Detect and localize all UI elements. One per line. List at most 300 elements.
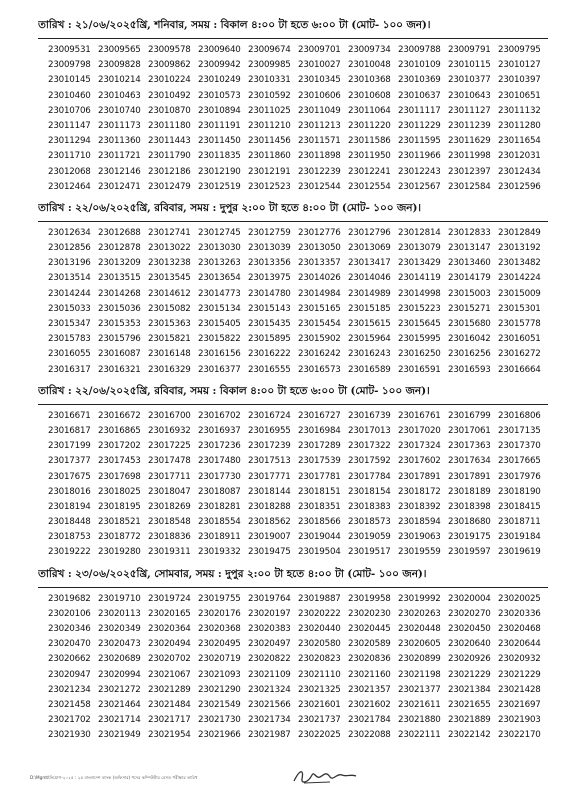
roll-number: 23017135 [498, 425, 541, 436]
roll-number: 23013515 [98, 273, 141, 284]
roll-number: 23017781 [298, 471, 341, 482]
roll-number: 23011180 [148, 120, 191, 131]
roll-number: 23018016 [48, 486, 91, 497]
roll-number: 23014046 [348, 273, 391, 284]
roll-number: 23015165 [298, 303, 341, 314]
roll-number: 23013460 [448, 258, 491, 269]
roll-number: 23016761 [398, 410, 441, 421]
roll-number: 23020497 [248, 639, 291, 650]
roll-number: 23010127 [498, 60, 541, 71]
roll-number: 23020994 [98, 669, 141, 680]
roll-number: 23021464 [98, 699, 141, 710]
roll-number: 23012596 [498, 181, 541, 192]
roll-number: 23017730 [198, 471, 241, 482]
roll-number: 23009942 [198, 60, 241, 71]
roll-number: 23016242 [298, 349, 341, 360]
roll-number: 23021702 [48, 715, 91, 726]
roll-number: 23017602 [398, 456, 441, 467]
roll-number: 23020445 [348, 624, 391, 634]
roll-number: 23010331 [248, 75, 291, 86]
roll-number: 23020263 [398, 608, 441, 619]
roll-number: 23018047 [148, 486, 191, 497]
roll-number: 23016799 [448, 410, 491, 421]
roll-number: 23009674 [248, 45, 291, 55]
roll-number: 23010345 [298, 75, 341, 86]
roll-number: 23018190 [498, 486, 541, 497]
roll-number: 23010214 [98, 75, 141, 86]
roll-number: 23016042 [448, 334, 491, 345]
roll-number: 23013356 [248, 258, 291, 269]
roll-number: 23015454 [298, 319, 341, 329]
roll-number: 23021730 [198, 715, 241, 726]
roll-number: 23019504 [298, 547, 341, 558]
roll-number: 23012776 [298, 227, 341, 238]
roll-number: 23016222 [248, 349, 291, 360]
roll-number: 23013514 [48, 273, 91, 284]
roll-number: 23020448 [398, 624, 441, 634]
roll-number: 23018398 [448, 501, 491, 512]
roll-number: 23013417 [348, 258, 391, 269]
roll-number: 23018144 [248, 486, 291, 497]
roll-number: 23013192 [498, 243, 541, 254]
roll-number: 23017711 [148, 471, 191, 482]
roll-number: 23020719 [198, 654, 241, 665]
roll-number: 23018548 [148, 517, 191, 528]
roll-number: 23009578 [148, 45, 191, 55]
roll-number: 23020899 [398, 654, 441, 665]
roll-number: 23020440 [298, 624, 341, 634]
roll-number: 23017239 [248, 441, 291, 452]
roll-number: 23016573 [298, 364, 341, 375]
roll-number: 23016702 [198, 410, 241, 421]
roll-number: 23018573 [348, 517, 391, 528]
roll-number: 23018680 [448, 517, 491, 528]
roll-number: 23011132 [498, 105, 541, 116]
signature-icon [290, 765, 360, 793]
roll-number: 23014268 [98, 288, 141, 299]
roll-number: 23013030 [198, 243, 241, 254]
section-header: তারিখ : ২২/০৬/২০২৫খ্রি, রবিবার, সময় : দুপুর ২:০০ টা হতে ৪:০০ টা (মোট- ১০০ জন)। [38, 201, 548, 222]
roll-number: 23021289 [148, 684, 191, 695]
roll-number: 23021067 [148, 669, 191, 680]
roll-number: 23017976 [498, 471, 541, 482]
roll-number: 23015783 [48, 334, 91, 345]
roll-number: 23015009 [498, 288, 541, 299]
roll-number: 23015223 [398, 303, 441, 314]
roll-number: 23015082 [148, 303, 191, 314]
roll-number: 23011239 [448, 120, 491, 131]
roll-number: 23021903 [498, 715, 541, 726]
roll-number: 23016671 [48, 410, 91, 421]
roll-number: 23018415 [498, 501, 541, 512]
roll-number: 23020823 [298, 654, 341, 665]
roll-number: 23021880 [398, 715, 441, 726]
roll-number: 23020470 [48, 639, 91, 650]
roll-number: 23014224 [498, 273, 541, 284]
roll-number: 23009862 [148, 60, 191, 71]
roll-number: 23009828 [98, 60, 141, 71]
roll-number: 23011571 [298, 136, 341, 147]
roll-number: 23011229 [398, 120, 441, 131]
roll-number: 23020004 [448, 593, 491, 604]
roll-number: 23019222 [48, 547, 91, 558]
roll-number: 23015821 [148, 334, 191, 345]
exam-schedule-page [38, 18, 548, 750]
roll-number: 23013482 [498, 258, 541, 269]
roll-number: 23020113 [98, 608, 141, 619]
roll-number: 23012523 [248, 181, 291, 192]
roll-number: 23022088 [348, 730, 391, 741]
roll-number: 23013357 [298, 258, 341, 269]
roll-number: 23018753 [48, 532, 91, 543]
roll-number: 23015036 [98, 303, 141, 314]
roll-number: 23018025 [98, 486, 141, 497]
roll-number: 23016727 [298, 410, 341, 421]
roll-number: 23020473 [98, 639, 141, 650]
roll-number: 23021458 [48, 699, 91, 710]
roll-number: 23016724 [248, 410, 291, 421]
roll-number: 23011721 [98, 151, 141, 162]
roll-number: 23021324 [248, 684, 291, 695]
roll-number: 23019958 [348, 593, 391, 604]
roll-number: 23010740 [98, 105, 141, 116]
roll-number: 23011450 [198, 136, 241, 147]
roll-number: 23015615 [348, 319, 391, 329]
roll-number: 23019280 [98, 547, 141, 558]
roll-number: 23017020 [398, 425, 441, 436]
roll-number: 23012243 [398, 166, 441, 177]
roll-number: 23012190 [198, 166, 241, 177]
roll-number: 23019597 [448, 547, 491, 558]
roll-number: 23019755 [198, 593, 241, 604]
roll-number: 23014179 [448, 273, 491, 284]
roll-number: 23016664 [498, 364, 541, 375]
roll-number: 23020383 [248, 624, 291, 634]
roll-number: 23021655 [448, 699, 491, 710]
roll-number: 23014998 [398, 288, 441, 299]
roll-number: 23012471 [98, 181, 141, 192]
roll-number: 23012584 [448, 181, 491, 192]
roll-number: 23009565 [98, 45, 141, 55]
roll-number: 23021272 [98, 684, 141, 695]
roll-number: 23019992 [398, 593, 441, 604]
roll-number: 23017202 [98, 441, 141, 452]
file-path-note: D:\Mgmt\নিয়োগ-২০২৫ : ২৫ বাংলাদেশ ব্যাংক (অফিসার) পদের কম্পিউটার বেসড পরীক্ষার তারিখ [30, 775, 198, 780]
roll-number: 23018562 [248, 517, 291, 528]
roll-number: 23018383 [348, 501, 391, 512]
roll-number: 23022111 [398, 730, 441, 741]
roll-number: 23012634 [48, 227, 91, 238]
roll-number: 23011710 [48, 151, 91, 162]
roll-number: 23017377 [48, 456, 91, 467]
roll-number: 23013654 [198, 273, 241, 284]
roll-number: 23009701 [298, 45, 341, 55]
roll-number: 23020689 [98, 654, 141, 665]
roll-number: 23017634 [448, 456, 491, 467]
roll-number: 23015895 [248, 334, 291, 345]
roll-number: 23013039 [248, 243, 291, 254]
roll-number-grid [48, 592, 548, 744]
schedule-section [38, 567, 548, 744]
roll-number: 23019332 [198, 547, 241, 558]
roll-number: 23018151 [298, 486, 341, 497]
roll-number: 23016148 [148, 349, 191, 360]
roll-number: 23012434 [498, 166, 541, 177]
roll-number: 23020640 [448, 639, 491, 650]
schedule-section [38, 384, 548, 561]
roll-number: 23018521 [98, 517, 141, 528]
roll-number: 23011220 [348, 120, 391, 131]
roll-number: 23015347 [48, 319, 91, 329]
roll-number: 23017891 [448, 471, 491, 482]
roll-number: 23012068 [48, 166, 91, 177]
roll-number: 23017322 [348, 441, 391, 452]
roll-number: 23012856 [48, 243, 91, 254]
roll-number: 23011443 [148, 136, 191, 147]
roll-number: 23021566 [248, 699, 291, 710]
roll-number: 23022170 [498, 730, 541, 741]
roll-number: 23021734 [248, 715, 291, 726]
roll-number: 23015680 [448, 319, 491, 329]
roll-number: 23016377 [198, 364, 241, 375]
roll-number: 23021229 [448, 669, 491, 680]
roll-number: 23021737 [298, 715, 341, 726]
roll-number: 23019063 [398, 532, 441, 543]
roll-number: 23013238 [148, 258, 191, 269]
roll-number: 23015003 [448, 288, 491, 299]
roll-number: 23019059 [348, 532, 391, 543]
roll-number: 23016051 [498, 334, 541, 345]
roll-number: 23016272 [498, 349, 541, 360]
roll-number: 23013196 [48, 258, 91, 269]
roll-number: 23013147 [448, 243, 491, 254]
roll-number: 23020450 [448, 624, 491, 634]
roll-number: 23020197 [248, 608, 291, 619]
roll-number: 23012796 [348, 227, 391, 238]
roll-number: 23021093 [198, 669, 241, 680]
roll-number-grid [48, 226, 548, 378]
roll-number: 23017236 [198, 441, 241, 452]
roll-number: 23011147 [48, 120, 91, 131]
roll-number: 23017771 [248, 471, 291, 482]
roll-number: 23019710 [98, 593, 141, 604]
roll-number: 23012191 [248, 166, 291, 177]
roll-number: 23017891 [398, 471, 441, 482]
section-header: তারিখ : ২২/০৬/২০২৫খ্রি, রবিবার, সময় : বিকাল ৪:০০ টা হতে ৬:০০ টা (মোট- ১০০ জন)। [38, 384, 548, 405]
roll-number: 23020106 [48, 608, 91, 619]
roll-number: 23020468 [498, 624, 541, 634]
roll-number: 23019682 [48, 593, 91, 604]
roll-number: 23010460 [48, 90, 91, 101]
roll-number: 23011210 [248, 120, 291, 131]
roll-number: 23010870 [148, 105, 191, 116]
roll-number: 23021549 [198, 699, 241, 710]
roll-number: 23019007 [248, 532, 291, 543]
roll-number: 23017013 [348, 425, 391, 436]
roll-number: 23017784 [348, 471, 391, 482]
roll-number: 23012239 [298, 166, 341, 177]
roll-number: 23021601 [298, 699, 341, 710]
roll-number: 23018554 [198, 517, 241, 528]
roll-number: 23018194 [48, 501, 91, 512]
roll-number: 23010115 [448, 60, 491, 71]
roll-number: 23011173 [98, 120, 141, 131]
roll-number: 23015995 [398, 334, 441, 345]
roll-number: 23021987 [248, 730, 291, 741]
roll-number: 23019559 [398, 547, 441, 558]
roll-number: 23021428 [498, 684, 541, 695]
roll-number: 23014026 [298, 273, 341, 284]
roll-number: 23011790 [148, 151, 191, 162]
roll-number: 23010651 [498, 90, 541, 101]
roll-number: 23017513 [248, 456, 291, 467]
roll-number: 23012146 [98, 166, 141, 177]
roll-number: 23020025 [498, 593, 541, 604]
roll-number: 23020364 [148, 624, 191, 634]
roll-number: 23016243 [348, 349, 391, 360]
roll-number: 23011966 [398, 151, 441, 162]
roll-number: 23017539 [298, 456, 341, 467]
roll-number: 23010397 [498, 75, 541, 86]
roll-number: 23010109 [398, 60, 441, 71]
roll-number: 23016865 [98, 425, 141, 436]
roll-number: 23021229 [498, 669, 541, 680]
roll-number: 23020580 [298, 639, 341, 650]
roll-number: 23010492 [148, 90, 191, 101]
roll-number: 23012554 [348, 181, 391, 192]
roll-number: 23017480 [198, 456, 241, 467]
roll-number: 23017665 [498, 456, 541, 467]
roll-number: 23021109 [248, 669, 291, 680]
roll-number: 23021714 [98, 715, 141, 726]
roll-number: 23020270 [448, 608, 491, 619]
roll-number: 23014984 [298, 288, 341, 299]
roll-number: 23021160 [348, 669, 391, 680]
roll-number: 23020605 [398, 639, 441, 650]
roll-number: 23011049 [298, 105, 341, 116]
roll-number: 23020822 [248, 654, 291, 665]
roll-number: 23011191 [198, 120, 241, 131]
roll-number: 23020947 [48, 669, 91, 680]
roll-number: 23011213 [298, 120, 341, 131]
roll-number: 23021954 [148, 730, 191, 741]
roll-number: 23015353 [98, 319, 141, 329]
roll-number: 23019184 [498, 532, 541, 543]
roll-number: 23021930 [48, 730, 91, 741]
roll-number: 23021717 [148, 715, 191, 726]
roll-number: 23010368 [348, 75, 391, 86]
roll-number: 23018448 [48, 517, 91, 528]
roll-number: 23016817 [48, 425, 91, 436]
roll-number: 23011280 [498, 120, 541, 131]
roll-number: 23018351 [298, 501, 341, 512]
roll-number: 23021377 [398, 684, 441, 695]
roll-number: 23019175 [448, 532, 491, 543]
roll-number: 23010573 [198, 90, 241, 101]
roll-number: 23011064 [348, 105, 391, 116]
roll-number: 23014780 [248, 288, 291, 299]
roll-number: 23020336 [498, 608, 541, 619]
roll-number: 23013022 [148, 243, 191, 254]
roll-number: 23015271 [448, 303, 491, 314]
roll-number: 23011835 [198, 151, 241, 162]
roll-number: 23021198 [398, 669, 441, 680]
roll-number: 23020836 [348, 654, 391, 665]
roll-number: 23020230 [348, 608, 391, 619]
roll-number: 23016329 [148, 364, 191, 375]
roll-number: 23018711 [498, 517, 541, 528]
roll-number: 23018154 [348, 486, 391, 497]
roll-number: 23017289 [298, 441, 341, 452]
roll-number: 23016591 [398, 364, 441, 375]
roll-number: 23009788 [398, 45, 441, 55]
roll-number: 23010608 [348, 90, 391, 101]
roll-number: 23009531 [48, 45, 91, 55]
roll-number: 23015902 [298, 334, 341, 345]
roll-number: 23021966 [198, 730, 241, 741]
roll-number: 23009640 [198, 45, 241, 55]
roll-number: 23009795 [498, 45, 541, 55]
roll-number: 23016937 [198, 425, 241, 436]
roll-number: 23009734 [348, 45, 391, 55]
roll-number: 23016256 [448, 349, 491, 360]
roll-number: 23014612 [148, 288, 191, 299]
roll-number: 23016156 [198, 349, 241, 360]
roll-number: 23015435 [248, 319, 291, 329]
roll-number: 23015822 [198, 334, 241, 345]
roll-number: 23020644 [498, 639, 541, 650]
roll-number: 23015796 [98, 334, 141, 345]
roll-number: 23018195 [98, 501, 141, 512]
roll-number: 23020662 [48, 654, 91, 665]
roll-number: 23010249 [198, 75, 241, 86]
roll-number: 23011294 [48, 136, 91, 147]
roll-number: 23013209 [98, 258, 141, 269]
roll-number: 23012464 [48, 181, 91, 192]
roll-number: 23021357 [348, 684, 391, 695]
schedule-section [38, 18, 548, 195]
roll-number: 23015185 [348, 303, 391, 314]
roll-number: 23021611 [398, 699, 441, 710]
roll-number: 23021889 [448, 715, 491, 726]
roll-number: 23015778 [498, 319, 541, 329]
roll-number: 23011127 [448, 105, 491, 116]
roll-number: 23019311 [148, 547, 191, 558]
roll-number: 23016055 [48, 349, 91, 360]
section-header: তারিখ : ২১/০৬/২০২৫খ্রি, শনিবার, সময় : বিকাল ৪:০০ টা হতে ৬:০০ টা (মোট- ১০০ জন)। [38, 18, 548, 39]
roll-number: 23017061 [448, 425, 491, 436]
roll-number: 23010224 [148, 75, 191, 86]
roll-number: 23014244 [48, 288, 91, 299]
roll-number: 23019475 [248, 547, 291, 558]
roll-number: 23017225 [148, 441, 191, 452]
roll-number: 23019619 [498, 547, 541, 558]
roll-number: 23011950 [348, 151, 391, 162]
roll-number: 23012741 [148, 227, 191, 238]
roll-number: 23010145 [48, 75, 91, 86]
roll-number: 23013429 [398, 258, 441, 269]
roll-number: 23010606 [298, 90, 341, 101]
roll-number: 23010592 [248, 90, 291, 101]
roll-number: 23011898 [298, 151, 341, 162]
roll-number: 23010048 [348, 60, 391, 71]
roll-number: 23017370 [498, 441, 541, 452]
roll-number: 23016806 [498, 410, 541, 421]
roll-number: 23016955 [248, 425, 291, 436]
roll-number: 23009985 [248, 60, 291, 71]
roll-number: 23013545 [148, 273, 191, 284]
roll-number: 23011654 [498, 136, 541, 147]
